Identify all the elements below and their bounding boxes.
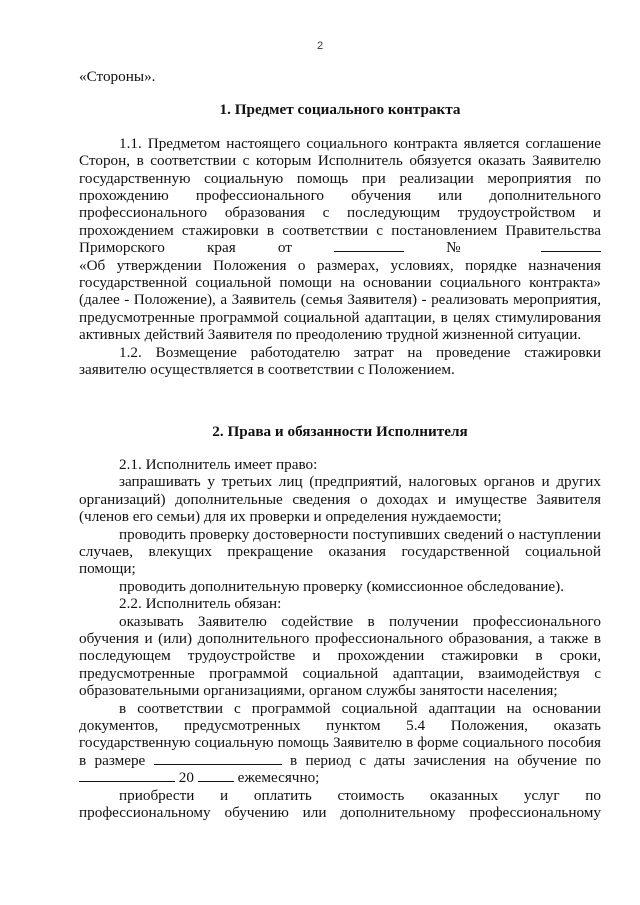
year-blank: [198, 769, 234, 782]
carry-over-line: «Стороны».: [79, 68, 156, 85]
decree-line: Приморского края от №: [79, 239, 601, 256]
right-3: проводить дополнительную проверку (комиссионное обследование).: [119, 577, 565, 595]
amount-line: в размере в период с даты зачисления на обучение по: [79, 751, 601, 769]
document-body: [79, 68, 601, 821]
duty-3: приобрести и оплатить стоимость оказанных услуг по профессиональному обучению или дополнительному профессиональному: [79, 786, 601, 822]
date-line: 20 ежемесячно;: [79, 769, 601, 786]
right-1: запрашивать у третьих лиц (предприятий, налоговых органов и других организаций) дополнительные сведения о доходах и имуществе Заявителя (членов его семьи) для их проверки и определения нуждаемости;: [79, 473, 601, 526]
page-number: 2: [316, 40, 324, 52]
duty-1: оказывать Заявителю содействие в получении профессионального обучения и (или) дополнительного профессионального образования, а также в последующем трудоустройстве и прохождении стажировки в сроки, предусмотренные программой социальной адаптации, взаимодействуя с образовательными организациями, органом службы занятости населения;: [79, 612, 601, 700]
section-1-title: 1. Предмет социального контракта: [219, 101, 461, 119]
section-2-title: 2. Права и обязанности Исполнителя: [212, 422, 468, 440]
date-day-blank: [79, 769, 175, 782]
amount-blank: [154, 752, 282, 765]
number-blank: [541, 239, 601, 252]
clause-2-1: 2.1. Исполнитель имеет право:: [119, 455, 318, 473]
duty-2: в соответствии с программой социальной адаптации на основании документов, предусмотренных пунктом 5.4 Положения, оказать государственную социальную помощь Заявителю в форме социального пособия в размере в период с даты зачисления на обучение по 20 ежемесячно;: [79, 699, 601, 787]
clause-1-2: 1.2. Возмещение работодателю затрат на проведение стажировки заявителю осуществляется в соответствии с Положением.: [79, 343, 601, 379]
right-2: проводить проверку достоверности поступивших сведений о наступлении случаев, влекущих прекращение оказания государственной социальной помощи;: [79, 525, 601, 578]
clause-1-1: 1.1. Предметом настоящего социального контракта является соглашение Сторон, в соответствии с которым Исполнитель обязуется оказать Заявителю государственную социальную помощь при реализации мероприятия по прохождению профессионального обучения или дополнительного профессионального образования с последующим трудоустройством и прохождением стажировки в соответствии с постановлением Правительства Приморского края от № «Об утверждении Положения о размерах, условиях, порядке назначения государственной социальной помощи на основании социального контракта» (далее - Положение), а Заявитель (семья Заявителя) - реализовать мероприятия, предусмотренные программой социальной адаптации, в целях стимулирования активных действий Заявителя по преодолению трудной жизненной ситуации.: [79, 134, 601, 344]
clause-2-2: 2.2. Исполнитель обязан:: [119, 595, 282, 613]
date-blank: [334, 239, 404, 252]
